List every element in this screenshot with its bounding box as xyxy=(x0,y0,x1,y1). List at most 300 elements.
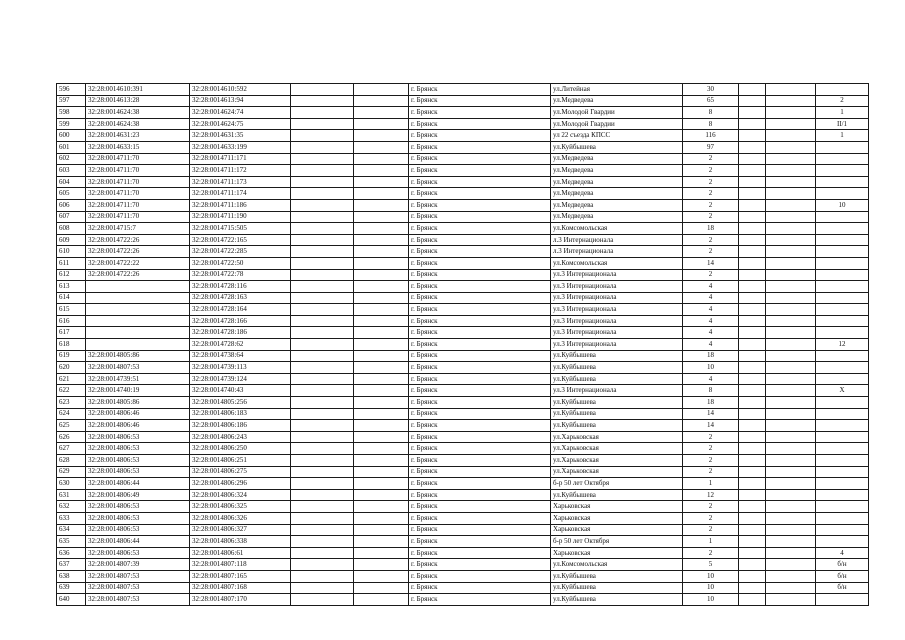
blank-cell xyxy=(739,420,766,432)
blank-cell xyxy=(291,84,354,96)
cadastral-number-cell: 32:28:0014711:190 xyxy=(190,211,291,223)
table-row xyxy=(57,257,869,269)
table-row xyxy=(57,107,869,119)
apartment-cell xyxy=(816,501,869,513)
row-number-cell: 598 xyxy=(57,107,86,119)
blank-cell xyxy=(739,269,766,281)
row-number-cell: 620 xyxy=(57,362,86,374)
cadastral-number-cell: 32:28:0014711:172 xyxy=(190,165,291,177)
table-row xyxy=(57,292,869,304)
blank-cell xyxy=(354,246,409,258)
row-number-cell: 621 xyxy=(57,373,86,385)
house-number-cell: 2 xyxy=(683,501,739,513)
blank-cell xyxy=(739,176,766,188)
blank-cell xyxy=(291,350,354,362)
row-number-cell: 605 xyxy=(57,188,86,200)
city-cell: г. Брянск xyxy=(409,281,551,293)
row-number-cell: 601 xyxy=(57,141,86,153)
row-number-cell: 623 xyxy=(57,397,86,409)
row-number-cell: 634 xyxy=(57,524,86,536)
house-number-cell: 97 xyxy=(683,141,739,153)
blank-cell xyxy=(766,489,816,501)
blank-cell xyxy=(739,385,766,397)
blank-cell xyxy=(739,107,766,119)
blank-cell xyxy=(291,176,354,188)
table-row xyxy=(57,501,869,513)
house-number-cell: 30 xyxy=(683,84,739,96)
apartment-cell: б/н xyxy=(816,570,869,582)
blank-cell xyxy=(354,478,409,490)
old-cadastral-number-cell: 32:28:0014715:7 xyxy=(86,223,190,235)
cadastral-number-cell: 32:28:0014624:75 xyxy=(190,118,291,130)
cadastral-number-cell: 32:28:0014806:250 xyxy=(190,443,291,455)
cadastral-number-cell: 32:28:0014711:186 xyxy=(190,199,291,211)
blank-cell xyxy=(354,118,409,130)
table-row xyxy=(57,455,869,467)
old-cadastral-number-cell xyxy=(86,292,190,304)
cadastral-number-cell: 32:28:0014740:43 xyxy=(190,385,291,397)
blank-cell xyxy=(291,559,354,571)
apartment-cell xyxy=(816,315,869,327)
blank-cell xyxy=(291,118,354,130)
house-number-cell: 2 xyxy=(683,443,739,455)
row-number-cell: 614 xyxy=(57,292,86,304)
old-cadastral-number-cell: 32:28:0014624:38 xyxy=(86,118,190,130)
old-cadastral-number-cell: 32:28:0014807:53 xyxy=(86,570,190,582)
old-cadastral-number-cell xyxy=(86,327,190,339)
table-row xyxy=(57,373,869,385)
old-cadastral-number-cell: 32:28:0014806:53 xyxy=(86,443,190,455)
blank-cell xyxy=(739,397,766,409)
blank-cell xyxy=(739,257,766,269)
cadastral-number-cell: 32:28:0014807:170 xyxy=(190,594,291,606)
city-cell: г. Брянск xyxy=(409,165,551,177)
blank-cell xyxy=(766,246,816,258)
row-number-cell: 613 xyxy=(57,281,86,293)
table-row xyxy=(57,362,869,374)
blank-cell xyxy=(766,362,816,374)
city-cell: г. Брянск xyxy=(409,385,551,397)
blank-cell xyxy=(766,281,816,293)
old-cadastral-number-cell: 32:28:0014807:53 xyxy=(86,582,190,594)
apartment-cell xyxy=(816,397,869,409)
street-cell: ул.Комсомольская xyxy=(551,559,683,571)
old-cadastral-number-cell: 32:28:0014807:53 xyxy=(86,594,190,606)
blank-cell xyxy=(291,582,354,594)
blank-cell xyxy=(291,466,354,478)
street-cell: ул.3 Интернационала xyxy=(551,269,683,281)
city-cell: г. Брянск xyxy=(409,188,551,200)
city-cell: г. Брянск xyxy=(409,246,551,258)
street-cell: ул.Харьковская xyxy=(551,431,683,443)
table-row xyxy=(57,327,869,339)
blank-cell xyxy=(766,153,816,165)
apartment-cell: 12 xyxy=(816,339,869,351)
blank-cell xyxy=(354,327,409,339)
city-cell: г. Брянск xyxy=(409,304,551,316)
apartment-cell xyxy=(816,246,869,258)
blank-cell xyxy=(291,455,354,467)
blank-cell xyxy=(739,118,766,130)
blank-cell xyxy=(766,570,816,582)
table-row xyxy=(57,211,869,223)
cadastral-number-cell: 32:28:0014722:78 xyxy=(190,269,291,281)
blank-cell xyxy=(291,362,354,374)
city-cell: г. Брянск xyxy=(409,269,551,281)
old-cadastral-number-cell: 32:28:0014806:44 xyxy=(86,536,190,548)
blank-cell xyxy=(354,559,409,571)
apartment-cell: 1 xyxy=(816,107,869,119)
blank-cell xyxy=(291,385,354,397)
blank-cell xyxy=(291,107,354,119)
row-number-cell: 619 xyxy=(57,350,86,362)
blank-cell xyxy=(354,455,409,467)
blank-cell xyxy=(354,489,409,501)
cadastral-number-cell: 32:28:0014805:256 xyxy=(190,397,291,409)
cadastral-number-cell: 32:28:0014806:251 xyxy=(190,455,291,467)
blank-cell xyxy=(291,199,354,211)
city-cell: г. Брянск xyxy=(409,199,551,211)
registry-table-body xyxy=(57,84,869,606)
row-number-cell: 637 xyxy=(57,559,86,571)
row-number-cell: 624 xyxy=(57,408,86,420)
blank-cell xyxy=(766,536,816,548)
street-cell: ул.3 Интернационала xyxy=(551,304,683,316)
city-cell: г. Брянск xyxy=(409,431,551,443)
city-cell: г. Брянск xyxy=(409,397,551,409)
table-row xyxy=(57,130,869,142)
house-number-cell: 18 xyxy=(683,223,739,235)
table-row xyxy=(57,385,869,397)
apartment-cell: б/н xyxy=(816,582,869,594)
blank-cell xyxy=(354,234,409,246)
blank-cell xyxy=(739,292,766,304)
cadastral-number-cell: 32:28:0014807:118 xyxy=(190,559,291,571)
blank-cell xyxy=(739,246,766,258)
table-row xyxy=(57,570,869,582)
cadastral-number-cell: 32:28:0014806:327 xyxy=(190,524,291,536)
house-number-cell: 4 xyxy=(683,327,739,339)
blank-cell xyxy=(354,350,409,362)
blank-cell xyxy=(739,524,766,536)
blank-cell xyxy=(739,223,766,235)
cadastral-number-cell: 32:28:0014739:124 xyxy=(190,373,291,385)
city-cell: г. Брянск xyxy=(409,315,551,327)
apartment-cell xyxy=(816,373,869,385)
row-number-cell: 612 xyxy=(57,269,86,281)
apartment-cell xyxy=(816,292,869,304)
city-cell: г. Брянск xyxy=(409,176,551,188)
blank-cell xyxy=(291,223,354,235)
blank-cell xyxy=(739,478,766,490)
house-number-cell: 10 xyxy=(683,582,739,594)
old-cadastral-number-cell: 32:28:0014806:53 xyxy=(86,501,190,513)
cadastral-number-cell: 32:28:0014806:61 xyxy=(190,547,291,559)
street-cell: ул.Куйбышева xyxy=(551,570,683,582)
old-cadastral-number-cell: 32:28:0014805:86 xyxy=(86,350,190,362)
apartment-cell xyxy=(816,524,869,536)
city-cell: г. Брянск xyxy=(409,107,551,119)
blank-cell xyxy=(354,385,409,397)
apartment-cell xyxy=(816,327,869,339)
blank-cell xyxy=(291,292,354,304)
blank-cell xyxy=(739,408,766,420)
table-row xyxy=(57,536,869,548)
table-row xyxy=(57,524,869,536)
street-cell: л.3 Интернационала xyxy=(551,234,683,246)
blank-cell xyxy=(739,304,766,316)
blank-cell xyxy=(354,176,409,188)
blank-cell xyxy=(766,559,816,571)
blank-cell xyxy=(766,304,816,316)
blank-cell xyxy=(354,420,409,432)
street-cell: л.3 Интернационала xyxy=(551,246,683,258)
table-row xyxy=(57,582,869,594)
table-row xyxy=(57,420,869,432)
apartment-cell xyxy=(816,257,869,269)
blank-cell xyxy=(739,582,766,594)
cadastral-number-cell: 32:28:0014806:338 xyxy=(190,536,291,548)
apartment-cell: 1 xyxy=(816,130,869,142)
cadastral-number-cell: 32:28:0014728:116 xyxy=(190,281,291,293)
blank-cell xyxy=(291,397,354,409)
house-number-cell: 10 xyxy=(683,570,739,582)
apartment-cell xyxy=(816,455,869,467)
house-number-cell: 2 xyxy=(683,431,739,443)
old-cadastral-number-cell: 32:28:0014722:22 xyxy=(86,257,190,269)
blank-cell xyxy=(739,443,766,455)
apartment-cell xyxy=(816,512,869,524)
house-number-cell: 12 xyxy=(683,489,739,501)
blank-cell xyxy=(766,455,816,467)
cadastral-number-cell: 32:28:0014806:296 xyxy=(190,478,291,490)
old-cadastral-number-cell: 32:28:0014711:70 xyxy=(86,188,190,200)
apartment-cell xyxy=(816,478,869,490)
city-cell: г. Брянск xyxy=(409,536,551,548)
old-cadastral-number-cell xyxy=(86,339,190,351)
blank-cell xyxy=(766,327,816,339)
registry-table xyxy=(56,83,869,606)
apartment-cell: II/1 xyxy=(816,118,869,130)
table-row xyxy=(57,408,869,420)
blank-cell xyxy=(291,489,354,501)
row-number-cell: 615 xyxy=(57,304,86,316)
house-number-cell: 4 xyxy=(683,292,739,304)
row-number-cell: 638 xyxy=(57,570,86,582)
cadastral-number-cell: 32:28:0014806:275 xyxy=(190,466,291,478)
row-number-cell: 636 xyxy=(57,547,86,559)
house-number-cell: 14 xyxy=(683,420,739,432)
blank-cell xyxy=(766,118,816,130)
street-cell: ул.Харьковская xyxy=(551,466,683,478)
blank-cell xyxy=(766,466,816,478)
house-number-cell: 14 xyxy=(683,257,739,269)
cadastral-number-cell: 32:28:0014631:35 xyxy=(190,130,291,142)
cadastral-number-cell: 32:28:0014624:74 xyxy=(190,107,291,119)
table-row xyxy=(57,489,869,501)
blank-cell xyxy=(354,281,409,293)
blank-cell xyxy=(739,559,766,571)
old-cadastral-number-cell xyxy=(86,304,190,316)
table-row xyxy=(57,188,869,200)
blank-cell xyxy=(291,188,354,200)
blank-cell xyxy=(766,408,816,420)
blank-cell xyxy=(291,130,354,142)
house-number-cell: 5 xyxy=(683,559,739,571)
house-number-cell: 1 xyxy=(683,536,739,548)
row-number-cell: 639 xyxy=(57,582,86,594)
blank-cell xyxy=(291,141,354,153)
house-number-cell: 8 xyxy=(683,385,739,397)
house-number-cell: 1 xyxy=(683,478,739,490)
city-cell: г. Брянск xyxy=(409,512,551,524)
old-cadastral-number-cell: 32:28:0014806:46 xyxy=(86,420,190,432)
street-cell: ул.Куйбышева xyxy=(551,397,683,409)
table-row xyxy=(57,547,869,559)
blank-cell xyxy=(354,362,409,374)
old-cadastral-number-cell: 32:28:0014740:19 xyxy=(86,385,190,397)
blank-cell xyxy=(766,373,816,385)
house-number-cell: 4 xyxy=(683,281,739,293)
apartment-cell xyxy=(816,362,869,374)
old-cadastral-number-cell: 32:28:0014806:46 xyxy=(86,408,190,420)
street-cell: Харьковская xyxy=(551,524,683,536)
row-number-cell: 633 xyxy=(57,512,86,524)
blank-cell xyxy=(354,443,409,455)
house-number-cell: 2 xyxy=(683,176,739,188)
city-cell: г. Брянск xyxy=(409,257,551,269)
apartment-cell: X xyxy=(816,385,869,397)
blank-cell xyxy=(354,153,409,165)
street-cell: Харьковская xyxy=(551,547,683,559)
blank-cell xyxy=(291,547,354,559)
cadastral-number-cell: 32:28:0014728:163 xyxy=(190,292,291,304)
blank-cell xyxy=(766,165,816,177)
house-number-cell: 2 xyxy=(683,547,739,559)
row-number-cell: 597 xyxy=(57,95,86,107)
blank-cell xyxy=(354,570,409,582)
blank-cell xyxy=(291,165,354,177)
house-number-cell: 2 xyxy=(683,466,739,478)
blank-cell xyxy=(739,547,766,559)
table-row xyxy=(57,594,869,606)
street-cell: ул.Медведева xyxy=(551,188,683,200)
blank-cell xyxy=(354,547,409,559)
city-cell: г. Брянск xyxy=(409,524,551,536)
old-cadastral-number-cell: 32:28:0014806:53 xyxy=(86,431,190,443)
blank-cell xyxy=(739,130,766,142)
row-number-cell: 600 xyxy=(57,130,86,142)
old-cadastral-number-cell: 32:28:0014722:26 xyxy=(86,246,190,258)
table-row xyxy=(57,350,869,362)
house-number-cell: 2 xyxy=(683,153,739,165)
apartment-cell xyxy=(816,594,869,606)
city-cell: г. Брянск xyxy=(409,420,551,432)
blank-cell xyxy=(766,211,816,223)
table-row xyxy=(57,95,869,107)
street-cell: ул.3 Интернационала xyxy=(551,281,683,293)
old-cadastral-number-cell: 32:28:0014624:38 xyxy=(86,107,190,119)
house-number-cell: 18 xyxy=(683,397,739,409)
blank-cell xyxy=(354,199,409,211)
blank-cell xyxy=(766,582,816,594)
cadastral-number-cell: 32:28:0014711:173 xyxy=(190,176,291,188)
apartment-cell xyxy=(816,350,869,362)
city-cell: г. Брянск xyxy=(409,455,551,467)
blank-cell xyxy=(354,223,409,235)
street-cell: ул.Куйбышева xyxy=(551,489,683,501)
old-cadastral-number-cell: 32:28:0014739:51 xyxy=(86,373,190,385)
blank-cell xyxy=(291,431,354,443)
street-cell: ул.Медведева xyxy=(551,211,683,223)
city-cell: г. Брянск xyxy=(409,211,551,223)
table-row xyxy=(57,466,869,478)
blank-cell xyxy=(766,257,816,269)
blank-cell xyxy=(739,153,766,165)
old-cadastral-number-cell: 32:28:0014711:70 xyxy=(86,153,190,165)
cadastral-number-cell: 32:28:0014807:168 xyxy=(190,582,291,594)
blank-cell xyxy=(766,292,816,304)
street-cell: ул.Комсомольская xyxy=(551,223,683,235)
blank-cell xyxy=(354,466,409,478)
apartment-cell xyxy=(816,84,869,96)
blank-cell xyxy=(766,141,816,153)
apartment-cell xyxy=(816,466,869,478)
cadastral-number-cell: 32:28:0014633:199 xyxy=(190,141,291,153)
city-cell: г. Брянск xyxy=(409,594,551,606)
blank-cell xyxy=(766,501,816,513)
city-cell: г. Брянск xyxy=(409,547,551,559)
row-number-cell: 599 xyxy=(57,118,86,130)
street-cell: ул.Медведева xyxy=(551,176,683,188)
house-number-cell: 14 xyxy=(683,408,739,420)
row-number-cell: 603 xyxy=(57,165,86,177)
table-row xyxy=(57,176,869,188)
city-cell: г. Брянск xyxy=(409,84,551,96)
blank-cell xyxy=(739,489,766,501)
table-row xyxy=(57,431,869,443)
document-page xyxy=(56,83,849,606)
blank-cell xyxy=(291,234,354,246)
table-row xyxy=(57,397,869,409)
blank-cell xyxy=(739,234,766,246)
blank-cell xyxy=(354,501,409,513)
cadastral-number-cell: 32:28:0014728:164 xyxy=(190,304,291,316)
blank-cell xyxy=(291,594,354,606)
old-cadastral-number-cell: 32:28:0014610:391 xyxy=(86,84,190,96)
blank-cell xyxy=(291,420,354,432)
house-number-cell: 2 xyxy=(683,512,739,524)
table-row xyxy=(57,84,869,96)
blank-cell xyxy=(291,95,354,107)
row-number-cell: 626 xyxy=(57,431,86,443)
blank-cell xyxy=(766,420,816,432)
table-row xyxy=(57,315,869,327)
house-number-cell: 10 xyxy=(683,594,739,606)
street-cell: ул.Куйбышева xyxy=(551,420,683,432)
blank-cell xyxy=(766,107,816,119)
blank-cell xyxy=(739,350,766,362)
city-cell: г. Брянск xyxy=(409,501,551,513)
apartment-cell xyxy=(816,431,869,443)
city-cell: г. Брянск xyxy=(409,582,551,594)
apartment-cell: б/н xyxy=(816,559,869,571)
house-number-cell: 10 xyxy=(683,362,739,374)
blank-cell xyxy=(291,408,354,420)
row-number-cell: 640 xyxy=(57,594,86,606)
row-number-cell: 629 xyxy=(57,466,86,478)
old-cadastral-number-cell: 32:28:0014711:70 xyxy=(86,199,190,211)
